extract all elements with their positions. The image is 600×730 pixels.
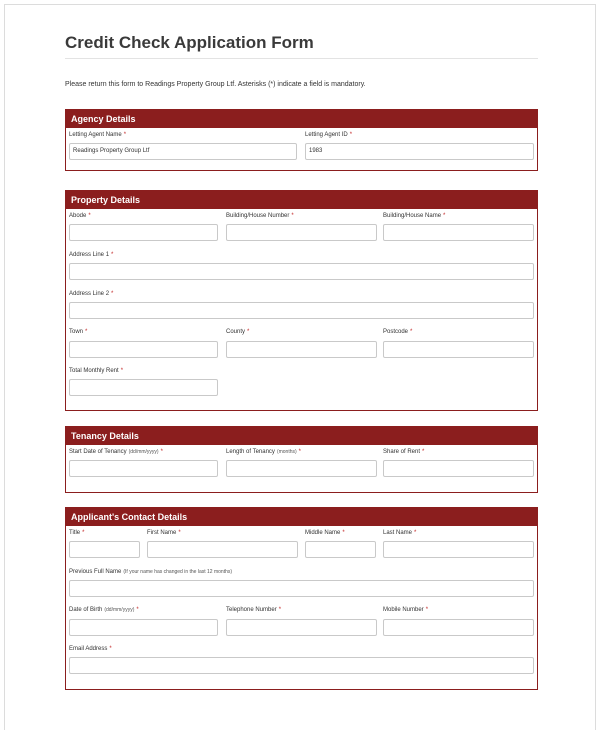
postcode-field[interactable]: [383, 341, 534, 358]
applicant-section-header: Applicant's Contact Details: [66, 508, 537, 526]
rent-share-field[interactable]: [383, 460, 534, 477]
title-field[interactable]: [69, 541, 140, 558]
building-name-field[interactable]: [383, 224, 534, 241]
start-date-field[interactable]: [69, 460, 218, 477]
monthly-rent-field[interactable]: [69, 379, 218, 396]
tenancy-length-label: Length of Tenancy (months) *: [226, 449, 302, 455]
tenancy-length-field[interactable]: [226, 460, 377, 477]
dob-label: Date of Birth (dd/mm/yyyy) *: [69, 607, 139, 613]
first-name-label: First Name *: [147, 530, 181, 536]
page-title: Credit Check Application Form: [65, 33, 314, 52]
last-name-label: Last Name *: [383, 530, 417, 536]
building-number-label: Building/House Number *: [226, 213, 294, 219]
start-date-label: Start Date of Tenancy (dd/mm/yyyy) *: [69, 449, 163, 455]
monthly-rent-label: Total Monthly Rent *: [69, 368, 124, 374]
address-line-1-field[interactable]: [69, 263, 534, 280]
abode-field[interactable]: [69, 224, 218, 241]
email-label: Email Address *: [69, 646, 112, 652]
tenancy-section-header: Tenancy Details: [66, 427, 537, 445]
address-line-1-label: Address Line 1 *: [69, 252, 114, 258]
postcode-label: Postcode *: [383, 329, 413, 335]
mobile-field[interactable]: [383, 619, 534, 636]
previous-name-label: Previous Full Name (If your name has changed in the last 12 months): [69, 569, 233, 575]
telephone-field[interactable]: [226, 619, 377, 636]
title-label: Title *: [69, 530, 85, 536]
address-line-2-label: Address Line 2 *: [69, 291, 114, 297]
telephone-label: Telephone Number *: [226, 607, 282, 613]
abode-label: Abode *: [69, 213, 91, 219]
middle-name-label: Middle Name *: [305, 530, 345, 536]
agent-id-label: Letting Agent ID *: [305, 132, 353, 138]
applicant-section: [65, 507, 538, 690]
agent-name-label: Letting Agent Name *: [69, 132, 127, 138]
building-name-label: Building/House Name *: [383, 213, 446, 219]
county-field[interactable]: [226, 341, 377, 358]
town-field[interactable]: [69, 341, 218, 358]
agency-section-header: Agency Details: [66, 110, 537, 128]
address-line-2-field[interactable]: [69, 302, 534, 319]
property-section: [65, 190, 538, 411]
town-label: Town *: [69, 329, 88, 335]
email-field[interactable]: [69, 657, 534, 674]
title-divider: [65, 58, 538, 59]
rent-share-label: Share of Rent *: [383, 449, 425, 455]
mobile-label: Mobile Number *: [383, 607, 429, 613]
intro-text: Please return this form to Readings Property Group Ltf. Asterisks (*) indicate a field is mandatory.: [65, 81, 366, 88]
building-number-field[interactable]: [226, 224, 377, 241]
agency-section: [65, 109, 538, 171]
tenancy-section: [65, 426, 538, 493]
first-name-field[interactable]: [147, 541, 298, 558]
middle-name-field[interactable]: [305, 541, 376, 558]
last-name-field[interactable]: [383, 541, 534, 558]
agent-name-field[interactable]: Readings Property Group Ltf: [69, 143, 297, 160]
previous-name-field[interactable]: [69, 580, 534, 597]
dob-field[interactable]: [69, 619, 218, 636]
property-section-header: Property Details: [66, 191, 537, 209]
county-label: County *: [226, 329, 250, 335]
agent-id-field[interactable]: 1983: [305, 143, 534, 160]
